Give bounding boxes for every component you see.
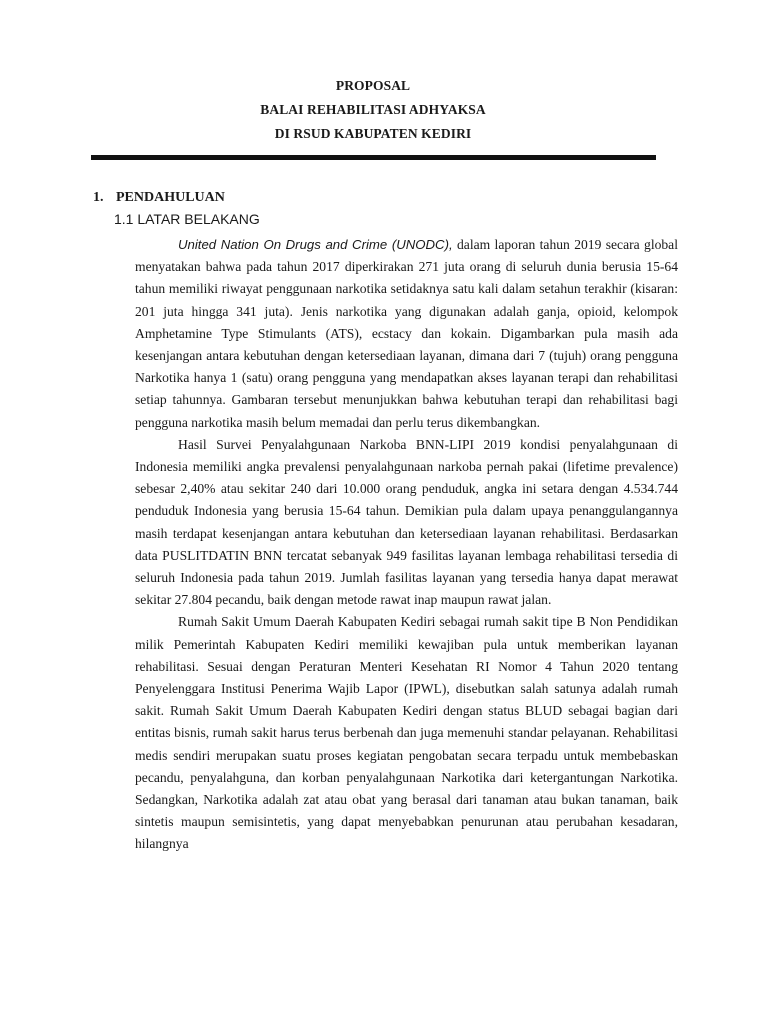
title-line-2: BALAI REHABILITASI ADHYAKSA	[260, 102, 486, 117]
paragraph-1-text: dalam laporan tahun 2019 secara global menyatakan bahwa pada tahun 2017 diperkirakan 271 juta orang di seluruh dunia berusia 15-64 tahun memiliki riwayat penggunaan narkotika setidaknya satu kali dalam setahun terakhir (kisaran: 201 juta hingga 341 juta). Jenis narkotika yang digunakan adalah ganja, opioid, kelompok Amphetamine Type Stimulants (ATS), ecstacy dan kokain. Digambarkan pula masih ada kesenjangan antara kebutuhan dengan ketersediaan layanan, dimana dari 7 (tujuh) orang pengguna Narkotika hanya 1 (satu) orang pengguna yang mendapatkan akses layanan terapi dan rehabilitasi setiap tahunnya. Gambaran tersebut menunjukkan bahwa kebutuhan terapi dan rehabilitasi bagi pengguna narkotika masih belum memadai dan perlu terus dikembangkan.	[135, 237, 678, 430]
section-number: 1.	[93, 190, 104, 205]
document-title	[0, 74, 768, 146]
title-divider	[91, 155, 656, 160]
section-heading	[93, 188, 225, 208]
paragraph-2: Hasil Survei Penyalahgunaan Narkoba BNN-LIPI 2019 kondisi penyalahgunaan di Indonesia memiliki angka prevalensi penyalahgunaan narkoba pernah pakai (lifetime prevalence) sebesar 2,40% atau sekitar 240 dari 10.000 orang penduduk, angka ini setara dengan 4.534.744 penduduk Indonesia yang berusia 15-64 tahun. Demikian pula dalam upaya penanggulangannya masih terdapat kesenjangan antara kebutuhan dan ketersediaan layanan rehabilitasi. Berdasarkan data PUSLITDATIN BNN tercatat sebanyak 949 fasilitas layanan lembaga rehabilitasi tersedia di seluruh Indonesia pada tahun 2019. Jumlah fasilitas layanan yang tersedia hanya dapat merawat sekitar 27.804 pecandu, baik dengan metode rawat inap maupun rawat jalan.	[135, 436, 678, 608]
subsection-heading: 1.1 LATAR BELAKANG	[114, 211, 260, 227]
title-line-1: PROPOSAL	[335, 78, 411, 93]
body-text	[135, 234, 678, 856]
paragraph-1	[135, 234, 678, 434]
section-title: PENDAHULUAN	[116, 190, 225, 205]
paragraph-3: Rumah Sakit Umum Daerah Kabupaten Kediri sebagai rumah sakit tipe B Non Pendidikan milik Pemerintah Kabupaten Kediri memiliki kewajiban pula untuk memberikan layanan rehabilitasi. Sesuai dengan Peraturan Menteri Kesehatan RI Nomor 4 Tahun 2020 tentang Penyelenggara Institusi Penerima Wajib Lapor (IPWL), disebutkan salah satunya adalah rumah sakit. Rumah Sakit Umum Daerah Kabupaten Kediri dengan status BLUD sebagai bagian dari entitas bisnis, rumah sakit harus terus berbenah dan juga memenuhi standar pelayanan. Rehabilitasi medis sendiri merupakan suatu proses kegiatan pengobatan secara terpadu untuk membebaskan pecandu, penyalahguna, dan korban penyalahgunaan Narkotika dari ketergantungan Narkotika. Sedangkan, Narkotika adalah zat atau obat yang berasal dari tanaman atau bukan tanaman, baik sintetis maupun semisintetis, yang dapat menyebabkan penurunan atau perubahan kesadaran, hilangnya	[135, 614, 678, 852]
source-citation: United Nation On Drugs and Crime (UNODC),	[178, 237, 453, 252]
title-line-3: DI RSUD KABUPATEN KEDIRI	[274, 126, 472, 141]
